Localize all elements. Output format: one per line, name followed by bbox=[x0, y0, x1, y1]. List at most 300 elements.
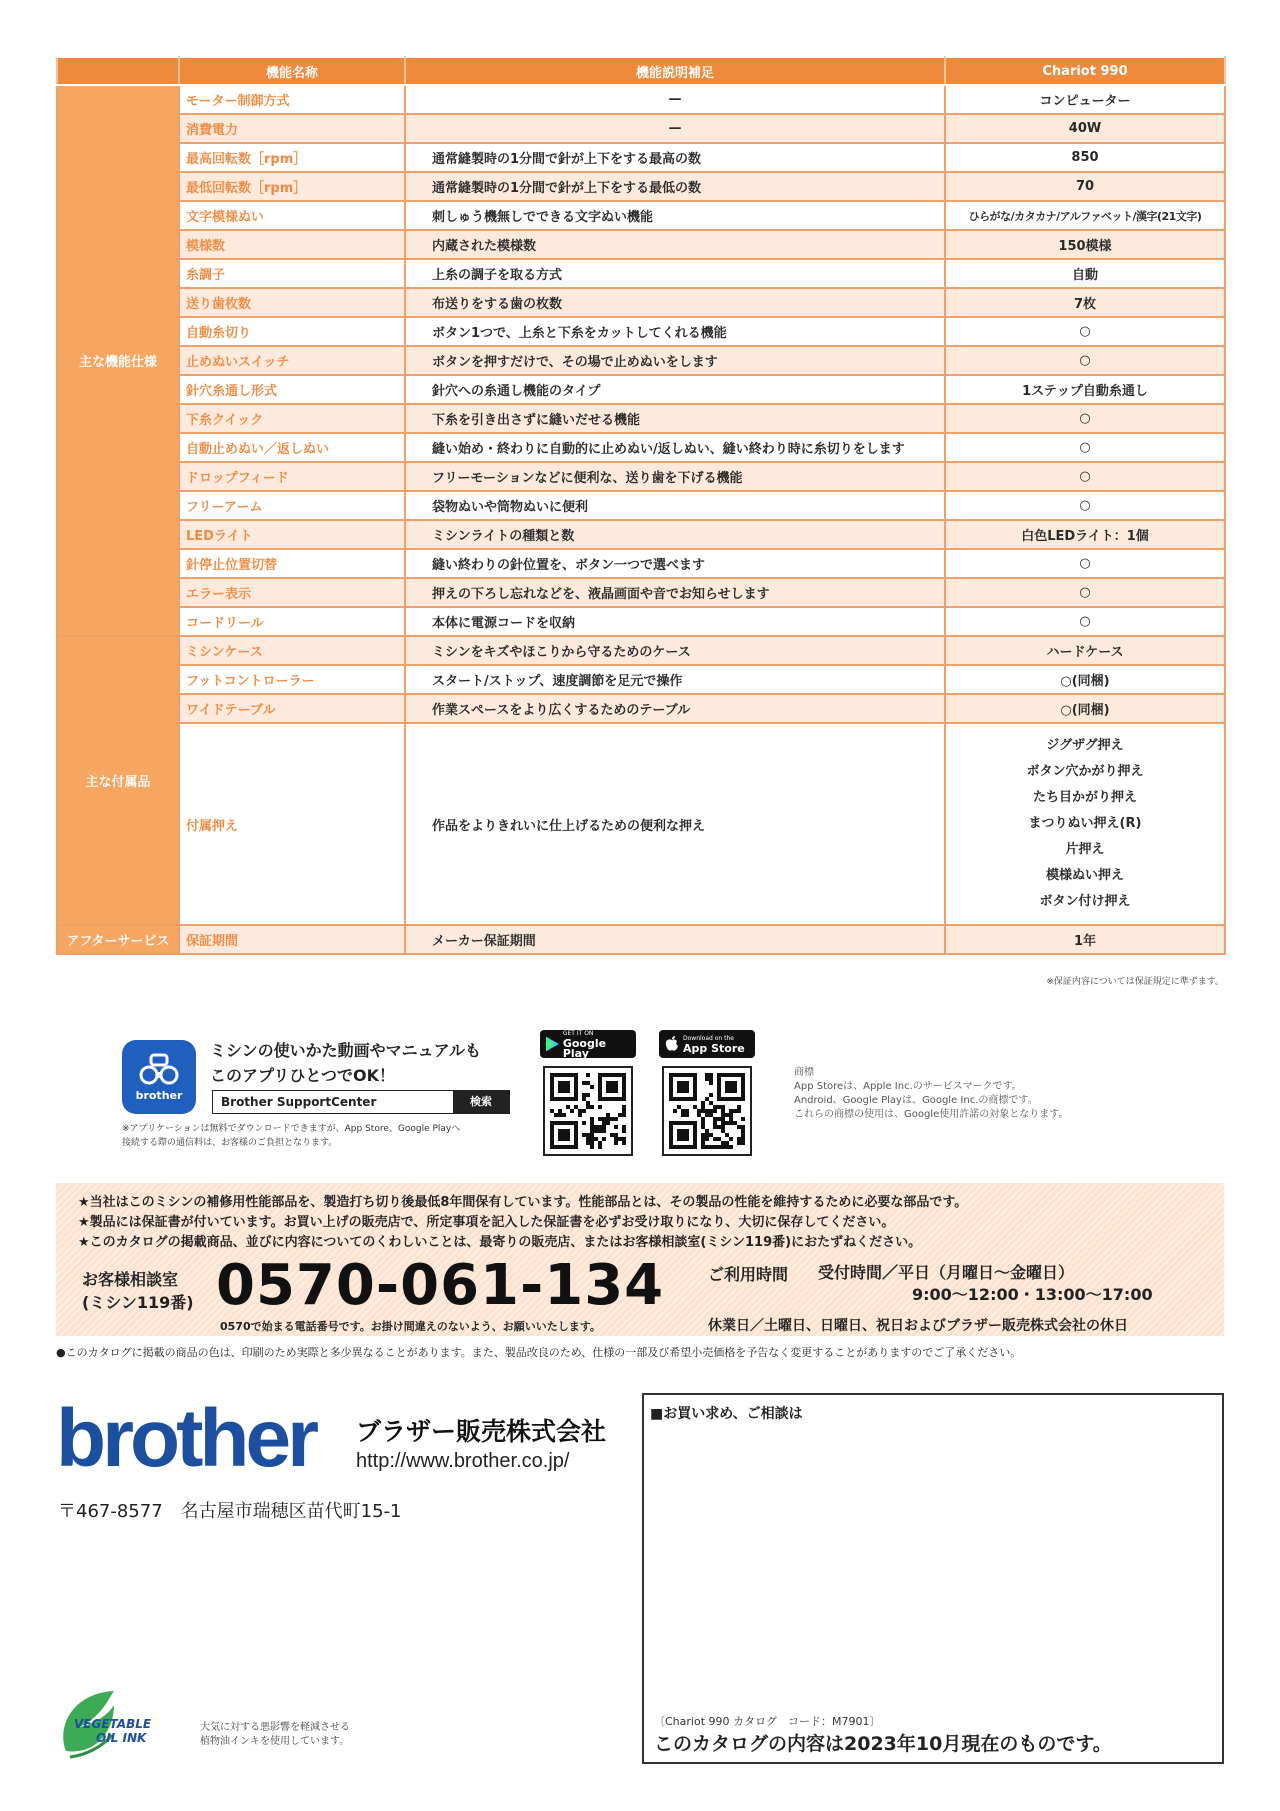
hours-label: ご利用時間 bbox=[708, 1265, 789, 1284]
qr-module bbox=[586, 1105, 590, 1109]
qr-module bbox=[713, 1121, 717, 1125]
qr-module bbox=[578, 1109, 582, 1113]
qr-pattern bbox=[669, 1073, 745, 1149]
feature-description-cell: 通常縫製時の1分間で針が上下をする最低の数 bbox=[405, 172, 945, 201]
qr-module bbox=[725, 1121, 729, 1125]
feature-name-cell: 送り歯枚数 bbox=[179, 288, 405, 317]
feature-name-cell: ドロップフィード bbox=[179, 462, 405, 491]
qr-module bbox=[729, 1113, 733, 1117]
business-hours-days: 受付時間／平日（月曜日～金曜日） bbox=[818, 1263, 1075, 1282]
feature-value-cell: 40W bbox=[945, 114, 1225, 143]
app-store-badge[interactable] bbox=[659, 1030, 755, 1058]
qr-module bbox=[594, 1129, 598, 1133]
qr-module bbox=[741, 1125, 745, 1129]
google-badge-label: Google Play bbox=[562, 1037, 607, 1060]
qr-module bbox=[725, 1113, 729, 1117]
sewing-app-icon bbox=[137, 1053, 181, 1087]
qr-module bbox=[614, 1133, 618, 1137]
qr-module bbox=[705, 1145, 709, 1149]
qr-module bbox=[721, 1121, 725, 1125]
table-row bbox=[57, 520, 1225, 549]
qr-module bbox=[709, 1113, 713, 1117]
feature-description-cell: 針穴への糸通し機能のタイプ bbox=[405, 375, 945, 404]
qr-module bbox=[558, 1113, 562, 1117]
table-row bbox=[57, 723, 1225, 925]
qr-module bbox=[721, 1105, 725, 1109]
feature-description-cell: ミシンライトの種類と数 bbox=[405, 520, 945, 549]
qr-module bbox=[729, 1117, 733, 1121]
category-cell: 主な機能仕様 bbox=[57, 85, 179, 636]
qr-module bbox=[586, 1137, 590, 1141]
qr-module bbox=[721, 1141, 725, 1145]
qr-module bbox=[737, 1109, 741, 1113]
feature-name-cell: 針停止位置切替 bbox=[179, 549, 405, 578]
feature-name-cell: ミシンケース bbox=[179, 636, 405, 665]
table-row bbox=[57, 288, 1225, 317]
qr-module bbox=[586, 1073, 590, 1077]
feature-description-cell: — bbox=[405, 85, 945, 114]
feature-value-cell: ○ bbox=[945, 491, 1225, 520]
header-model: Chariot 990 bbox=[945, 57, 1225, 85]
table-footnote: ※保証内容については保証規定に準ずます。 bbox=[1046, 977, 1224, 987]
qr-module bbox=[729, 1137, 733, 1141]
qr-module bbox=[594, 1137, 598, 1141]
feature-name-cell: 自動止めぬい／返しぬい bbox=[179, 433, 405, 462]
qr-module bbox=[705, 1129, 709, 1133]
feature-name-cell: 消費電力 bbox=[179, 114, 405, 143]
qr-module bbox=[741, 1117, 745, 1121]
feature-name-cell: 文字模様ぬい bbox=[179, 201, 405, 230]
qr-module bbox=[741, 1141, 745, 1145]
qr-module bbox=[586, 1133, 590, 1137]
feature-value-cell: 1年 bbox=[945, 925, 1225, 954]
qr-finder bbox=[677, 1129, 689, 1141]
qr-module bbox=[681, 1109, 685, 1113]
google-play-qr-code[interactable] bbox=[543, 1066, 633, 1156]
table-header-row bbox=[57, 57, 1225, 85]
qr-module bbox=[554, 1113, 558, 1117]
qr-module bbox=[582, 1097, 586, 1101]
table-row bbox=[57, 462, 1225, 491]
customer-center-label bbox=[82, 1268, 194, 1314]
qr-module bbox=[582, 1093, 586, 1097]
qr-module bbox=[606, 1117, 610, 1121]
eco-mark-text-1: VEGETABLE bbox=[74, 1717, 152, 1731]
feature-value-cell: 850 bbox=[945, 143, 1225, 172]
qr-module bbox=[598, 1141, 602, 1145]
trademark-line-3: これらの商標の使用は、Google使用許諾の対象となります。 bbox=[794, 1109, 1069, 1120]
qr-module bbox=[737, 1137, 741, 1141]
table-row bbox=[57, 491, 1225, 520]
inquiry-box bbox=[642, 1393, 1224, 1764]
qr-module bbox=[566, 1105, 570, 1109]
trademark-line-1: App Storeは、Apple Inc.のサービスマークです。 bbox=[794, 1081, 1022, 1092]
notice-lines bbox=[78, 1193, 1208, 1253]
feature-name-cell: フットコントローラー bbox=[179, 665, 405, 694]
qr-module bbox=[590, 1137, 594, 1141]
notice-panel bbox=[56, 1183, 1224, 1336]
table-row bbox=[57, 375, 1225, 404]
feature-value-cell: ○ bbox=[945, 578, 1225, 607]
qr-module bbox=[729, 1121, 733, 1125]
qr-module bbox=[590, 1125, 594, 1129]
table-row bbox=[57, 636, 1225, 665]
table-row bbox=[57, 172, 1225, 201]
feature-name-cell: 自動糸切り bbox=[179, 317, 405, 346]
qr-module bbox=[701, 1133, 705, 1137]
eco-note-line-1: 大気に対する悪影響を軽減させる bbox=[200, 1722, 350, 1733]
qr-module bbox=[721, 1113, 725, 1117]
qr-module bbox=[709, 1109, 713, 1113]
qr-module bbox=[693, 1105, 697, 1109]
qr-module bbox=[713, 1109, 717, 1113]
table-row bbox=[57, 85, 1225, 114]
header-function-name: 機能名称 bbox=[179, 57, 405, 85]
feature-value-cell: ○(同梱) bbox=[945, 665, 1225, 694]
qr-module bbox=[705, 1073, 709, 1077]
feature-name-cell: コードリール bbox=[179, 607, 405, 636]
qr-finder bbox=[558, 1129, 570, 1141]
qr-module bbox=[622, 1137, 626, 1141]
qr-module bbox=[586, 1101, 590, 1105]
qr-module bbox=[721, 1129, 725, 1133]
qr-module bbox=[717, 1117, 721, 1121]
qr-module bbox=[725, 1145, 729, 1149]
qr-module bbox=[570, 1109, 574, 1113]
qr-module bbox=[614, 1141, 618, 1145]
qr-module bbox=[729, 1109, 733, 1113]
google-play-icon bbox=[546, 1036, 559, 1052]
qr-module bbox=[586, 1141, 590, 1145]
feature-description-cell: ボタンを押すだけで、その場で止めぬいをします bbox=[405, 346, 945, 375]
qr-module bbox=[701, 1121, 705, 1125]
table-row bbox=[57, 925, 1225, 954]
app-note-line-1: ※アプリケーションは無料でダウンロードできますが、App Store、Google Playへ bbox=[122, 1124, 461, 1134]
qr-module bbox=[729, 1145, 733, 1149]
qr-module bbox=[594, 1125, 598, 1129]
qr-module bbox=[701, 1101, 705, 1105]
feature-value-cell: ○ bbox=[945, 433, 1225, 462]
qr-module bbox=[598, 1105, 602, 1109]
list-item: ボタン付け押え bbox=[1039, 894, 1131, 909]
qr-module bbox=[598, 1145, 602, 1149]
qr-module bbox=[701, 1105, 705, 1109]
list-item: ジグザグ押え bbox=[1046, 738, 1124, 753]
qr-module bbox=[737, 1141, 741, 1145]
phone-number[interactable]: 0570-061-134 bbox=[216, 1253, 665, 1318]
company-url[interactable]: http://www.brother.co.jp/ bbox=[356, 1450, 570, 1472]
app-headline bbox=[210, 1038, 481, 1088]
qr-module bbox=[598, 1125, 602, 1129]
qr-module bbox=[618, 1137, 622, 1141]
feature-description-cell: 縫い始め・終わりに自動的に止めぬい/返しぬい、縫い終わり時に糸切りをします bbox=[405, 433, 945, 462]
feature-value-cell: ○ bbox=[945, 317, 1225, 346]
qr-module bbox=[705, 1113, 709, 1117]
qr-module bbox=[721, 1145, 725, 1149]
inquiry-title: ■お買い求め、ご相談は bbox=[650, 1406, 803, 1422]
qr-module bbox=[606, 1113, 610, 1117]
table-row bbox=[57, 694, 1225, 723]
feature-value-cell: ハードケース bbox=[945, 636, 1225, 665]
customer-center-label-2: (ミシン119番) bbox=[82, 1293, 194, 1312]
feature-description-cell: 内蔵された模様数 bbox=[405, 230, 945, 259]
qr-module bbox=[590, 1141, 594, 1145]
customer-center-label-1: お客様相談室 bbox=[82, 1270, 179, 1289]
qr-module bbox=[606, 1121, 610, 1125]
qr-pattern bbox=[550, 1073, 626, 1149]
spec-table bbox=[56, 56, 1226, 955]
apple-badge-small: Download on the bbox=[683, 1035, 734, 1042]
qr-module bbox=[713, 1117, 717, 1121]
qr-finder bbox=[606, 1081, 618, 1093]
feature-value-cell: ○(同梱) bbox=[945, 694, 1225, 723]
feature-value-cell: ○ bbox=[945, 404, 1225, 433]
app-search-box[interactable] bbox=[212, 1090, 510, 1114]
feature-value-cell: ひらがな/カタカナ/アルファベット/漢字(21文字) bbox=[945, 201, 1225, 230]
apple-icon bbox=[665, 1036, 679, 1052]
qr-module bbox=[681, 1113, 685, 1117]
app-icon-label: brother bbox=[135, 1088, 183, 1102]
feature-description-cell: スタート/ストップ、速度調節を足元で操作 bbox=[405, 665, 945, 694]
feature-value-cell: 150模様 bbox=[945, 230, 1225, 259]
feature-name-cell: モーター制御方式 bbox=[179, 85, 405, 114]
qr-module bbox=[701, 1109, 705, 1113]
notice-line-3: ★このカタログの掲載商品、並びに内容についてのくわしいことは、最寄りの販売店、またはお客様相談室(ミシン119番)におたずねください。 bbox=[78, 1235, 922, 1250]
feature-description-cell: ミシンをキズやほこりから守るためのケース bbox=[405, 636, 945, 665]
qr-module bbox=[709, 1133, 713, 1137]
qr-module bbox=[685, 1109, 689, 1113]
business-hours bbox=[818, 1262, 1153, 1306]
table-row bbox=[57, 230, 1225, 259]
search-button[interactable]: 検索 bbox=[453, 1091, 509, 1113]
qr-module bbox=[673, 1109, 677, 1113]
feature-description-cell: メーカー保証期間 bbox=[405, 925, 945, 954]
feature-value-cell: 自動 bbox=[945, 259, 1225, 288]
list-item: まつりぬい押え(R) bbox=[1028, 816, 1142, 831]
qr-module bbox=[550, 1109, 554, 1113]
qr-module bbox=[586, 1093, 590, 1097]
qr-module bbox=[622, 1105, 626, 1109]
app-headline-line-1: ミシンの使いかた動画やマニュアルも bbox=[210, 1041, 481, 1060]
eco-note bbox=[200, 1721, 350, 1749]
qr-module bbox=[733, 1109, 737, 1113]
feature-name-cell: 模様数 bbox=[179, 230, 405, 259]
feature-description-cell: ボタン1つで、上糸と下糸をカットしてくれる機能 bbox=[405, 317, 945, 346]
feature-name-cell: 付属押え bbox=[179, 723, 405, 925]
feature-name-cell: 下糸クイック bbox=[179, 404, 405, 433]
qr-module bbox=[622, 1129, 626, 1133]
google-play-badge[interactable] bbox=[540, 1030, 636, 1058]
qr-module bbox=[717, 1145, 721, 1149]
feature-value-cell: ○ bbox=[945, 346, 1225, 375]
feature-value-cell bbox=[945, 723, 1225, 925]
qr-module bbox=[614, 1137, 618, 1141]
qr-module bbox=[622, 1113, 626, 1117]
qr-module bbox=[705, 1109, 709, 1113]
qr-module bbox=[705, 1097, 709, 1101]
feature-name-cell: 糸調子 bbox=[179, 259, 405, 288]
qr-module bbox=[725, 1133, 729, 1137]
category-cell: アフターサービス bbox=[57, 925, 179, 954]
list-item: ボタン穴かがり押え bbox=[1026, 764, 1144, 779]
feature-description-cell: 下糸を引き出さずに縫いだせる機能 bbox=[405, 404, 945, 433]
qr-module bbox=[713, 1145, 717, 1149]
qr-module bbox=[741, 1137, 745, 1141]
brother-logo: brother bbox=[56, 1393, 315, 1484]
feature-name-cell: 針穴糸通し形式 bbox=[179, 375, 405, 404]
qr-module bbox=[602, 1121, 606, 1125]
qr-module bbox=[737, 1105, 741, 1109]
feature-description-cell: 布送りをする歯の枚数 bbox=[405, 288, 945, 317]
app-note bbox=[122, 1122, 460, 1150]
app-headline-line-2: このアプリひとつでOK！ bbox=[210, 1066, 396, 1085]
table-row bbox=[57, 549, 1225, 578]
qr-module bbox=[622, 1109, 626, 1113]
table-row bbox=[57, 201, 1225, 230]
qr-module bbox=[574, 1105, 578, 1109]
qr-module bbox=[717, 1137, 721, 1141]
qr-module bbox=[713, 1105, 717, 1109]
qr-module bbox=[590, 1129, 594, 1133]
table-row bbox=[57, 433, 1225, 462]
table-row bbox=[57, 578, 1225, 607]
notice-line-2: ★製品には保証書が付いています。お買い上げの販売店で、所定事項を記入した保証書を必ずお受け取りになり、大切に保存してください。 bbox=[78, 1215, 895, 1230]
qr-module bbox=[709, 1073, 713, 1077]
header-description: 機能説明補足 bbox=[405, 57, 945, 85]
notice-line-1: ★当社はこのミシンの補修用性能部品を、製造打ち切り後最低8年間保有しています。性能部品とは、その製品の性能を維持するために必要な部品です。 bbox=[78, 1195, 968, 1210]
qr-module bbox=[602, 1137, 606, 1141]
qr-module bbox=[578, 1113, 582, 1117]
feature-value-cell: ○ bbox=[945, 462, 1225, 491]
category-cell: 主な付属品 bbox=[57, 636, 179, 925]
qr-module bbox=[697, 1113, 701, 1117]
qr-module bbox=[717, 1125, 721, 1129]
feature-name-cell: LEDライト bbox=[179, 520, 405, 549]
qr-module bbox=[701, 1117, 705, 1121]
table-row bbox=[57, 607, 1225, 636]
trademark-notice bbox=[794, 1066, 1068, 1122]
catalog-date-note: このカタログの内容は2023年10月現在のものです。 bbox=[654, 1733, 1112, 1755]
qr-module bbox=[721, 1109, 725, 1113]
qr-module bbox=[709, 1081, 713, 1085]
qr-module bbox=[582, 1109, 586, 1113]
qr-module bbox=[598, 1129, 602, 1133]
feature-name-cell: フリーアーム bbox=[179, 491, 405, 520]
app-search-text: Brother SupportCenter bbox=[221, 1095, 377, 1109]
list-item: 模様ぬい押え bbox=[1045, 868, 1124, 883]
feature-value-cell: 7枚 bbox=[945, 288, 1225, 317]
feature-description-cell: 縫い終わりの針位置を、ボタン一つで選べます bbox=[405, 549, 945, 578]
eco-note-line-2: 植物油インキを使用しています。 bbox=[200, 1736, 350, 1747]
vegetable-oil-ink-mark bbox=[56, 1685, 174, 1763]
qr-module bbox=[598, 1117, 602, 1121]
qr-module bbox=[733, 1121, 737, 1125]
catalog-disclaimer: ●このカタログに掲載の商品の色は、印刷のため実際と多少異なることがあります。また、製品改良のため、仕様の一部及び希望小売価格を予告なく変更することがありますのでご了承ください。 bbox=[56, 1346, 1022, 1359]
feature-value-cell: 白色LEDライト：1個 bbox=[945, 520, 1225, 549]
qr-module bbox=[622, 1141, 626, 1145]
qr-module bbox=[590, 1121, 594, 1125]
catalog-code: 〔Chariot 990 カタログ コード：M7901〕 bbox=[654, 1715, 881, 1728]
qr-finder bbox=[677, 1081, 689, 1093]
qr-module bbox=[705, 1077, 709, 1081]
qr-module bbox=[709, 1101, 713, 1105]
feature-description-cell: フリーモーションなどに便利な、送り歯を下げる機能 bbox=[405, 462, 945, 491]
qr-module bbox=[618, 1113, 622, 1117]
qr-module bbox=[709, 1077, 713, 1081]
qr-finder bbox=[725, 1081, 737, 1093]
qr-module bbox=[737, 1125, 741, 1129]
table-row bbox=[57, 143, 1225, 172]
feature-value-cell: 70 bbox=[945, 172, 1225, 201]
feature-value-cell: コンピューター bbox=[945, 85, 1225, 114]
qr-module bbox=[582, 1133, 586, 1137]
qr-module bbox=[701, 1141, 705, 1145]
qr-module bbox=[701, 1137, 705, 1141]
trademark-line-2: Android、Google Playは、Google Inc.の商標です。 bbox=[794, 1095, 1038, 1106]
qr-module bbox=[705, 1137, 709, 1141]
qr-module bbox=[602, 1129, 606, 1133]
qr-module bbox=[713, 1125, 717, 1129]
qr-module bbox=[721, 1117, 725, 1121]
feature-value-cell: ○ bbox=[945, 607, 1225, 636]
header-blank bbox=[57, 57, 179, 85]
qr-module bbox=[590, 1145, 594, 1149]
spec-table-body bbox=[57, 85, 1225, 954]
qr-module bbox=[590, 1117, 594, 1121]
list-item: たち目かがり押え bbox=[1032, 790, 1137, 805]
qr-finder bbox=[558, 1081, 570, 1093]
feature-description-cell: 刺しゅう機無しでできる文字ぬい機能 bbox=[405, 201, 945, 230]
trademark-title: 商標 bbox=[794, 1067, 814, 1078]
qr-module bbox=[713, 1137, 717, 1141]
qr-module bbox=[725, 1141, 729, 1145]
qr-module bbox=[685, 1113, 689, 1117]
list-item: 片押え bbox=[1065, 842, 1105, 857]
qr-module bbox=[610, 1117, 614, 1121]
app-icon bbox=[122, 1040, 196, 1114]
qr-module bbox=[677, 1105, 681, 1109]
qr-module bbox=[562, 1113, 566, 1117]
feature-description-cell: 上糸の調子を取る方式 bbox=[405, 259, 945, 288]
feature-name-cell: 最低回転数［rpm］ bbox=[179, 172, 405, 201]
qr-module bbox=[622, 1125, 626, 1129]
qr-module bbox=[717, 1105, 721, 1109]
company-address: 〒467-8577 名古屋市瑞穂区苗代町15-1 bbox=[58, 1501, 402, 1522]
qr-module bbox=[614, 1125, 618, 1129]
table-row bbox=[57, 317, 1225, 346]
feature-name-cell: エラー表示 bbox=[179, 578, 405, 607]
qr-module bbox=[709, 1093, 713, 1097]
qr-module bbox=[610, 1133, 614, 1137]
qr-module bbox=[582, 1121, 586, 1125]
feature-name-cell: 保証期間 bbox=[179, 925, 405, 954]
feature-description-cell: 押えの下ろし忘れなどを、液晶画面や音でお知らせします bbox=[405, 578, 945, 607]
qr-module bbox=[701, 1145, 705, 1149]
qr-module bbox=[741, 1133, 745, 1137]
apple-badge-label: App Store bbox=[683, 1042, 745, 1055]
qr-module bbox=[586, 1081, 590, 1085]
feature-description-cell: 作品をよりきれいに仕上げるための便利な押え bbox=[405, 723, 945, 925]
app-store-qr-code[interactable] bbox=[662, 1066, 752, 1156]
qr-module bbox=[590, 1133, 594, 1137]
feature-description-cell: 袋物ぬいや筒物ぬいに便利 bbox=[405, 491, 945, 520]
holiday-note: 休業日／土曜日、日曜日、祝日およびブラザー販売株式会社の休日 bbox=[708, 1318, 1128, 1334]
table-row bbox=[57, 665, 1225, 694]
feature-description-cell: — bbox=[405, 114, 945, 143]
qr-module bbox=[709, 1145, 713, 1149]
google-badge-small: GET IT ON bbox=[562, 1030, 594, 1037]
qr-module bbox=[741, 1129, 745, 1133]
